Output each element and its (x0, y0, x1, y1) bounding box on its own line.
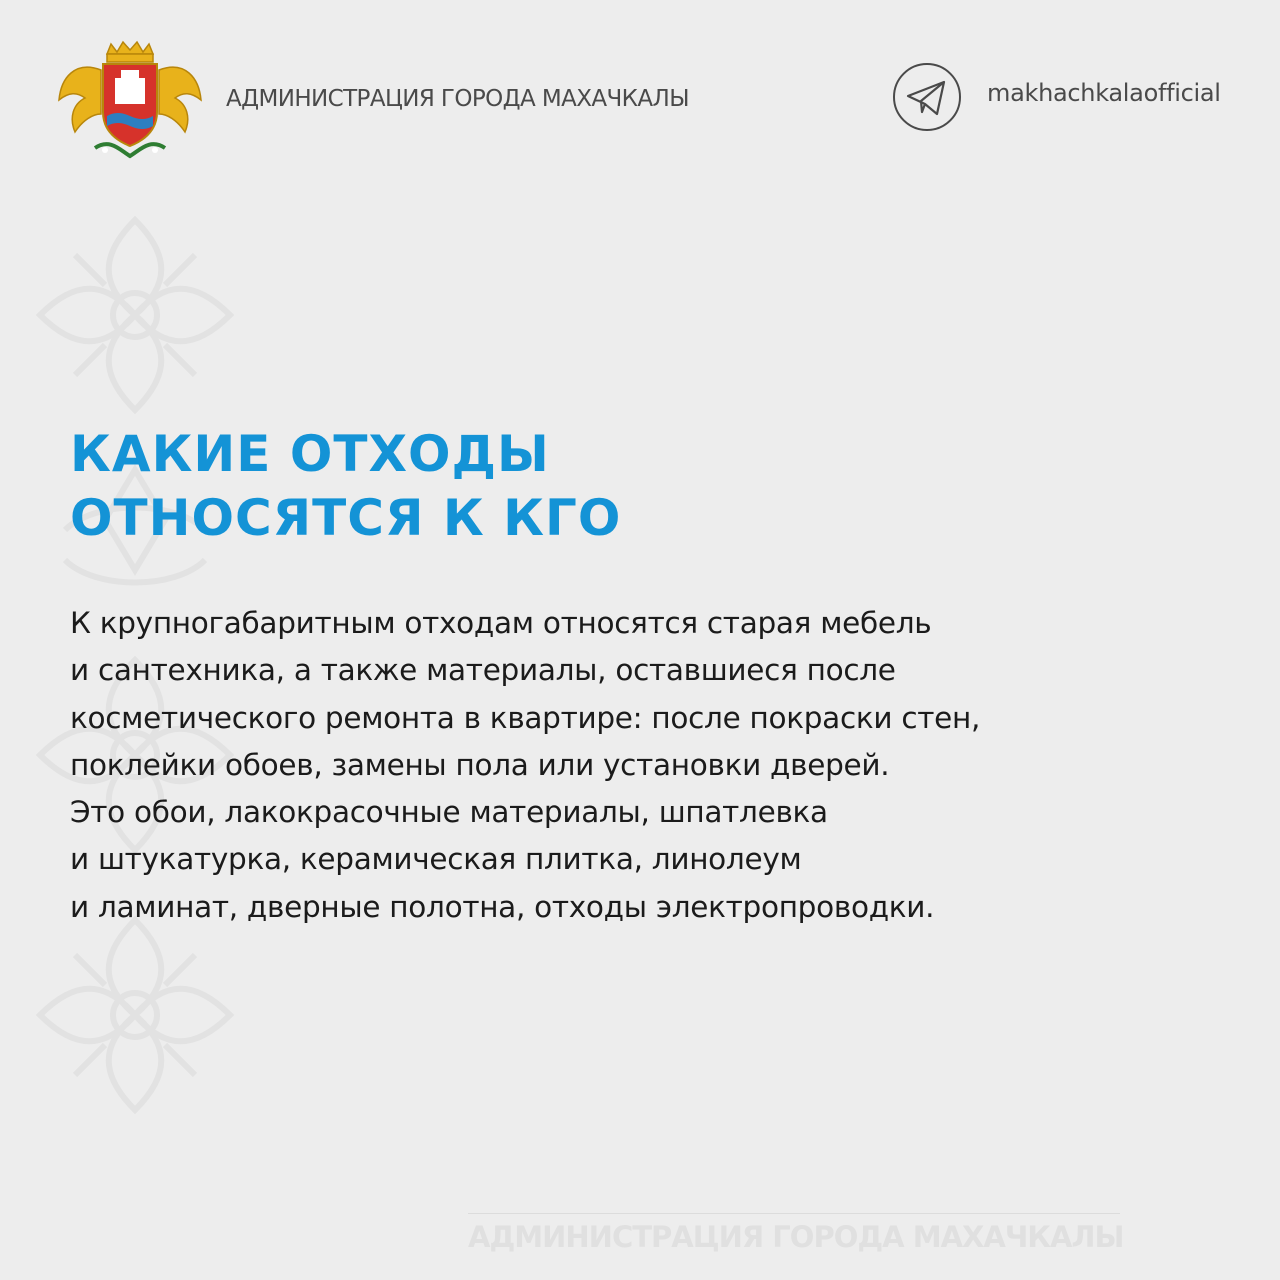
title-line-1: КАКИЕ ОТХОДЫ (70, 425, 550, 483)
header (0, 0, 1280, 160)
body-line: Это обои, лакокрасочные материалы, шпатлевка (70, 795, 828, 830)
title-line-2: ОТНОСЯТСЯ К КГО (70, 489, 622, 547)
org-name: АДМИНИСТРАЦИЯ ГОРОДА МАХАЧКАЛЫ (226, 86, 689, 112)
page-title (70, 422, 621, 550)
body-line: и штукатурка, керамическая плитка, линолеум (70, 842, 802, 877)
telegram-icon (892, 62, 962, 132)
telegram-handle[interactable]: makhachkalaofficial (987, 79, 1221, 107)
telegram-link[interactable] (892, 62, 1232, 132)
coat-of-arms-icon (55, 40, 205, 160)
body-line: косметического ремонта в квартире: после покраски стен, (70, 700, 981, 735)
footer-divider (468, 1213, 1120, 1214)
body-paragraph (70, 600, 980, 931)
body-line: К крупногабаритным отходам относятся старая мебель (70, 606, 932, 640)
body-line: поклейки обоев, замены пола или установки дверей. (70, 747, 890, 782)
footer-watermark: АДМИНИСТРАЦИЯ ГОРОДА МАХАЧКАЛЫ (468, 1220, 1124, 1254)
body-line: и сантехника, а также материалы, оставшиеся после (70, 653, 896, 688)
body-line: и ламинат, дверные полотна, отходы электропроводки. (70, 889, 935, 924)
